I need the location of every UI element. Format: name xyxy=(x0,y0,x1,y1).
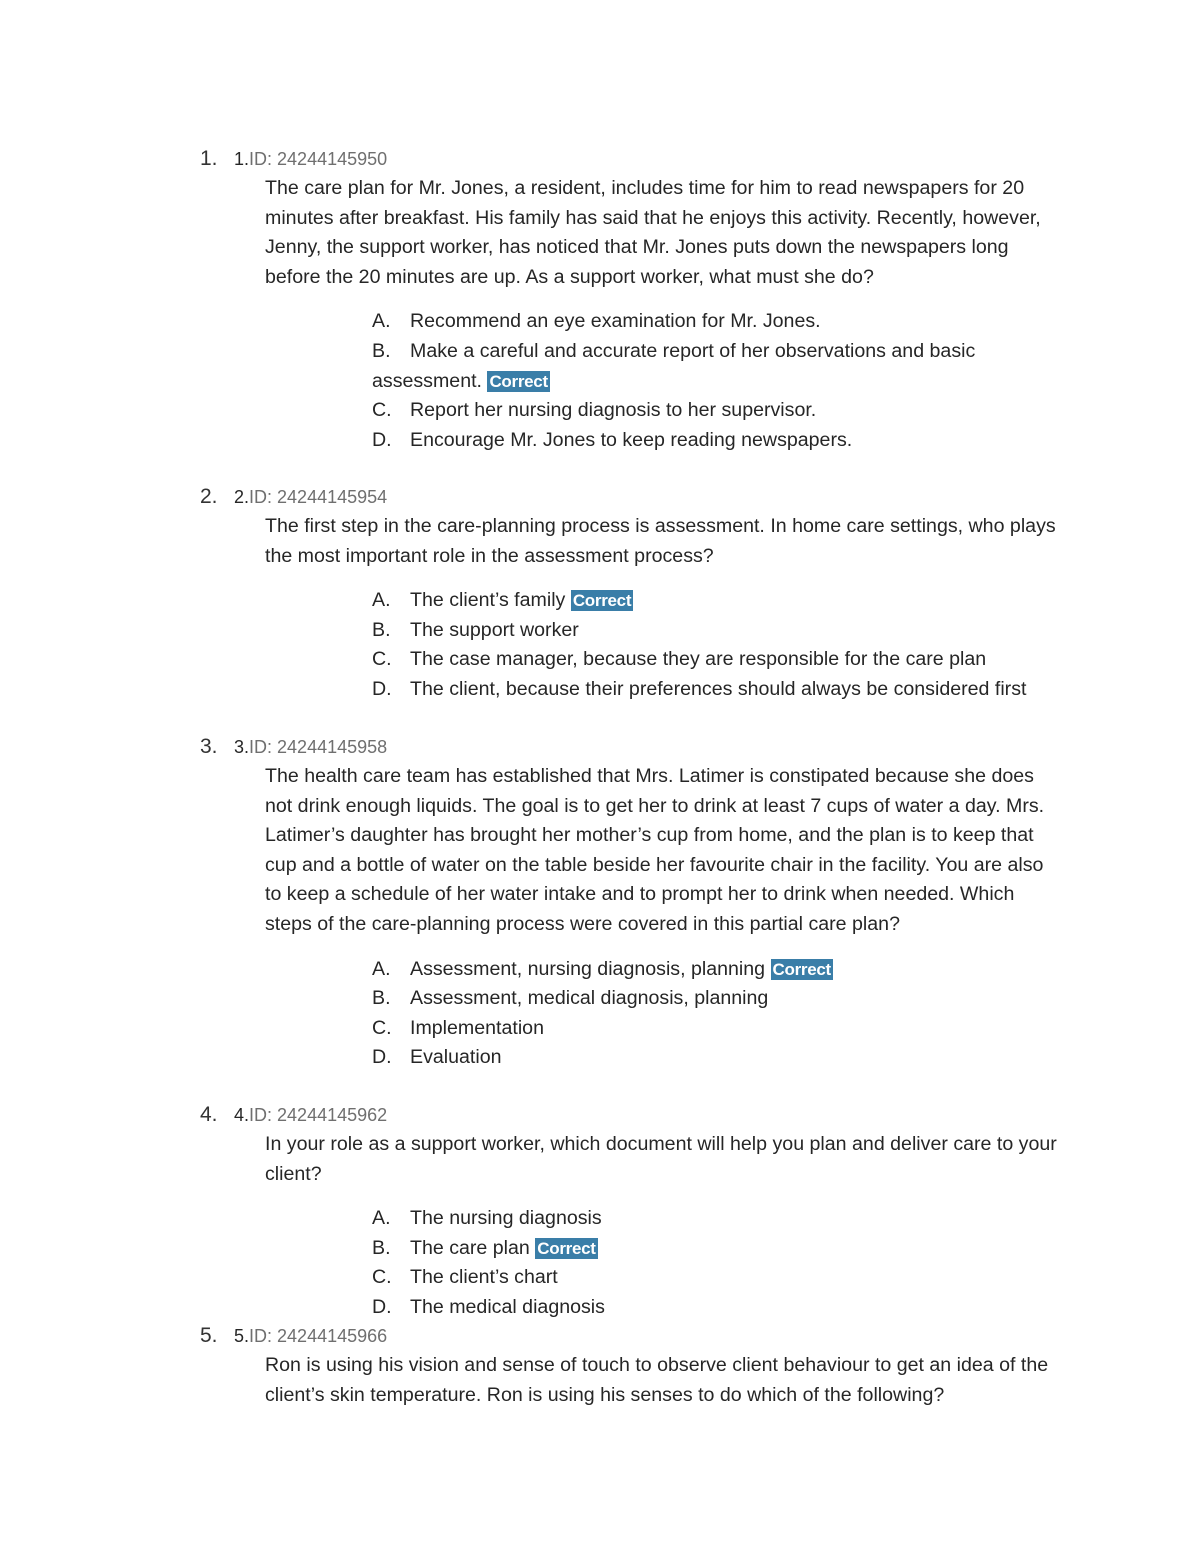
option-text: Implementation xyxy=(410,1016,544,1039)
answer-option-b xyxy=(372,337,1042,396)
question-text: The health care team has established that Mrs. Latimer is constipated because she does not drink enough liquids. The goal is to get her to drink at least 7 cups of water a day. Mrs. Latimer’s daughter has brought her mother’s cup from home, and the plan is to keep that cup and a bottle of water on the table beside her favourite chair in the facility. You are also to keep a schedule of her water intake and to prompt her to drink when needed. Which steps of the care-planning process were covered in this partial care plan? xyxy=(265,765,1045,935)
answer-options xyxy=(372,307,1042,455)
question-5 xyxy=(200,1321,1100,1410)
question-label: 1. xyxy=(234,149,250,169)
option-letter: C. xyxy=(372,648,392,671)
question-1 xyxy=(200,144,1100,455)
answer-option-c xyxy=(372,396,1042,426)
answer-option-a xyxy=(372,1204,1042,1234)
question-number: 2. xyxy=(200,485,218,508)
answer-option-d xyxy=(372,1043,1042,1073)
option-letter: B. xyxy=(372,339,391,362)
answer-option-d xyxy=(372,426,1042,456)
question-id: 24244145954 xyxy=(277,487,388,507)
option-letter: C. xyxy=(372,1016,392,1039)
option-text: The medical diagnosis xyxy=(410,1295,605,1318)
answer-options xyxy=(372,955,1042,1073)
question-header xyxy=(234,732,1100,762)
option-letter: D. xyxy=(372,677,392,700)
question-4 xyxy=(200,1100,1100,1323)
option-letter: A. xyxy=(372,957,391,980)
question-header xyxy=(234,1100,1100,1130)
question-id-prefix: ID: xyxy=(249,487,278,507)
question-id: 24244145958 xyxy=(277,737,388,757)
option-text: Evaluation xyxy=(410,1046,502,1069)
option-letter: D. xyxy=(372,1046,392,1069)
option-letter: A. xyxy=(372,310,391,333)
option-text: Report her nursing diagnosis to her supervisor. xyxy=(410,399,817,422)
question-number: 1. xyxy=(200,147,218,170)
question-text: In your role as a support worker, which document will help you plan and deliver care to your client? xyxy=(265,1133,1057,1185)
option-letter: B. xyxy=(372,618,391,641)
option-letter: C. xyxy=(372,399,392,422)
question-id-prefix: ID: xyxy=(249,149,278,169)
answer-option-d xyxy=(372,675,1042,705)
question-3 xyxy=(200,732,1100,1073)
option-text: Recommend an eye examination for Mr. Jones. xyxy=(410,310,821,333)
option-letter: A. xyxy=(372,589,391,612)
answer-option-b xyxy=(372,984,1042,1014)
option-letter: B. xyxy=(372,987,391,1010)
answer-option-a xyxy=(372,586,1042,616)
option-text: Assessment, medical diagnosis, planning xyxy=(410,987,769,1010)
answer-option-c xyxy=(372,1014,1042,1044)
answer-option-a xyxy=(372,307,1042,337)
correct-badge: Correct xyxy=(772,959,831,979)
option-text: The client’s chart xyxy=(410,1266,558,1289)
option-letter: A. xyxy=(372,1207,391,1230)
question-label: 2. xyxy=(234,487,250,507)
option-text: Encourage Mr. Jones to keep reading newspapers. xyxy=(410,428,853,451)
option-text: Assessment, nursing diagnosis, planning xyxy=(410,957,766,980)
option-letter: D. xyxy=(372,428,392,451)
option-letter: B. xyxy=(372,1236,391,1259)
answer-options xyxy=(372,1204,1042,1322)
question-label: 4. xyxy=(234,1105,250,1125)
question-id-prefix: ID: xyxy=(249,737,278,757)
question-text: The first step in the care-planning process is assessment. In home care settings, who plays the most important role in the assessment process? xyxy=(265,515,1056,567)
question-2 xyxy=(200,482,1100,705)
correct-badge: Correct xyxy=(489,371,548,391)
answer-option-b xyxy=(372,616,1042,646)
answer-option-d xyxy=(372,1293,1042,1323)
question-number: 3. xyxy=(200,735,218,758)
answer-option-b xyxy=(372,1234,1042,1264)
question-id: 24244145962 xyxy=(277,1105,388,1125)
question-label: 5. xyxy=(234,1326,250,1346)
question-text: The care plan for Mr. Jones, a resident, includes time for him to read newspapers for 20 minutes after breakfast. His family has said that he enjoys this activity. Recently, however, Jenny, the support worker, has noticed that Mr. Jones puts down the newspapers long before the 20 minutes are up. As a support worker, what must she do? xyxy=(265,177,1041,288)
answer-options xyxy=(372,586,1042,704)
question-id: 24244145950 xyxy=(277,149,388,169)
answer-option-c xyxy=(372,1263,1042,1293)
question-header xyxy=(234,144,1100,174)
question-label: 3. xyxy=(234,737,250,757)
question-id: 24244145966 xyxy=(277,1326,388,1346)
option-text: The care plan xyxy=(410,1236,530,1259)
question-id-prefix: ID: xyxy=(249,1105,278,1125)
correct-badge: Correct xyxy=(572,591,632,611)
option-letter: C. xyxy=(372,1266,392,1289)
option-text: The nursing diagnosis xyxy=(410,1207,602,1230)
option-text: The client’s family xyxy=(410,589,566,612)
question-header xyxy=(234,482,1100,512)
option-letter: D. xyxy=(372,1295,392,1318)
option-text: The case manager, because they are responsible for the care plan xyxy=(410,648,987,671)
question-text: Ron is using his vision and sense of touch to observe client behaviour to get an idea of the client’s skin temperature. Ron is using his senses to do which of the following? xyxy=(265,1354,1049,1406)
option-text: The client, because their preferences should always be considered first xyxy=(410,677,1027,700)
question-id-prefix: ID: xyxy=(249,1326,278,1346)
answer-option-c xyxy=(372,645,1042,675)
question-header xyxy=(234,1321,1100,1351)
option-text: The support worker xyxy=(410,618,579,641)
answer-option-a xyxy=(372,955,1042,985)
correct-badge: Correct xyxy=(537,1238,596,1258)
question-number: 5. xyxy=(200,1324,218,1347)
question-number: 4. xyxy=(200,1103,218,1126)
option-text: Make a careful and accurate report of her observations and basic assessment. xyxy=(372,339,976,392)
